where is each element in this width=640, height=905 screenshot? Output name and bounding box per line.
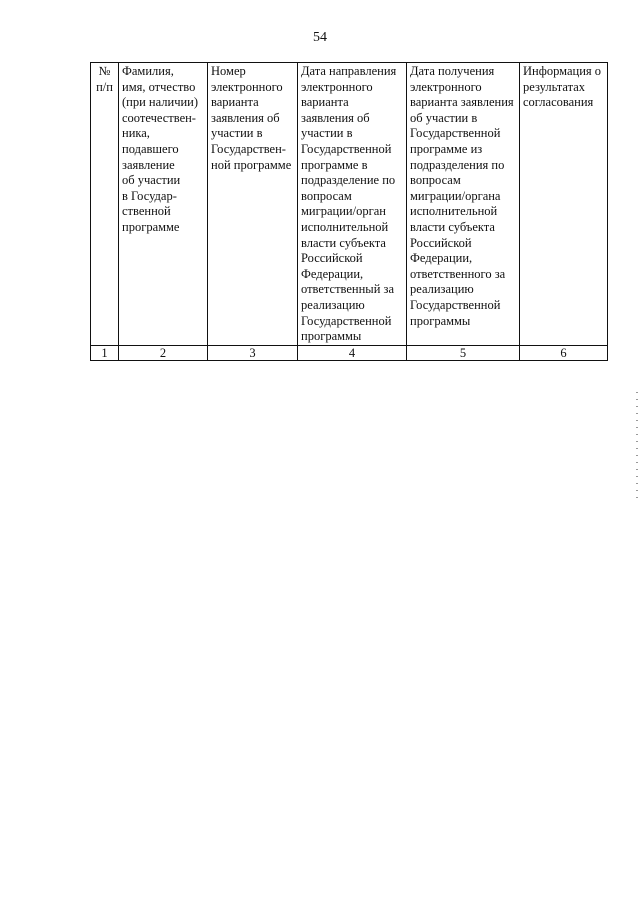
table-header-row — [91, 63, 608, 346]
header-approval-results: Информация о результатах согласования — [520, 63, 608, 346]
header-application-number: Номер электронного варианта заявления об участии в Государствен- ной программе — [208, 63, 298, 346]
column-number: 4 — [298, 345, 407, 360]
column-number: 6 — [520, 345, 608, 360]
header-row-number: № п/п — [91, 63, 119, 346]
header-date-sent: Дата направления электронного варианта заявления об участии в Государственной программе в подразделение по вопросам миграции/орган исполнительной власти субъекта Российской Федерации, ответственный за реализацию Государственной программы — [298, 63, 407, 346]
column-number: 5 — [407, 345, 520, 360]
column-number: 3 — [208, 345, 298, 360]
column-number-row — [91, 345, 608, 360]
column-number: 2 — [119, 345, 208, 360]
scan-margin-marks — [636, 392, 638, 504]
page-number: 54 — [313, 30, 327, 45]
header-date-received: Дата получения электронного варианта заявления об участии в Государственной программе из подразделения по вопросам миграции/органа исполнительной власти субъекта Российской Федерации, ответственного за реализацию Государственной программы — [407, 63, 520, 346]
header-applicant-name: Фамилия, имя, отчество (при наличии) соотечествен- ника, подавшего заявление об участии в Государ- ственной программе — [119, 63, 208, 346]
registry-table — [90, 62, 608, 361]
column-number: 1 — [91, 345, 119, 360]
